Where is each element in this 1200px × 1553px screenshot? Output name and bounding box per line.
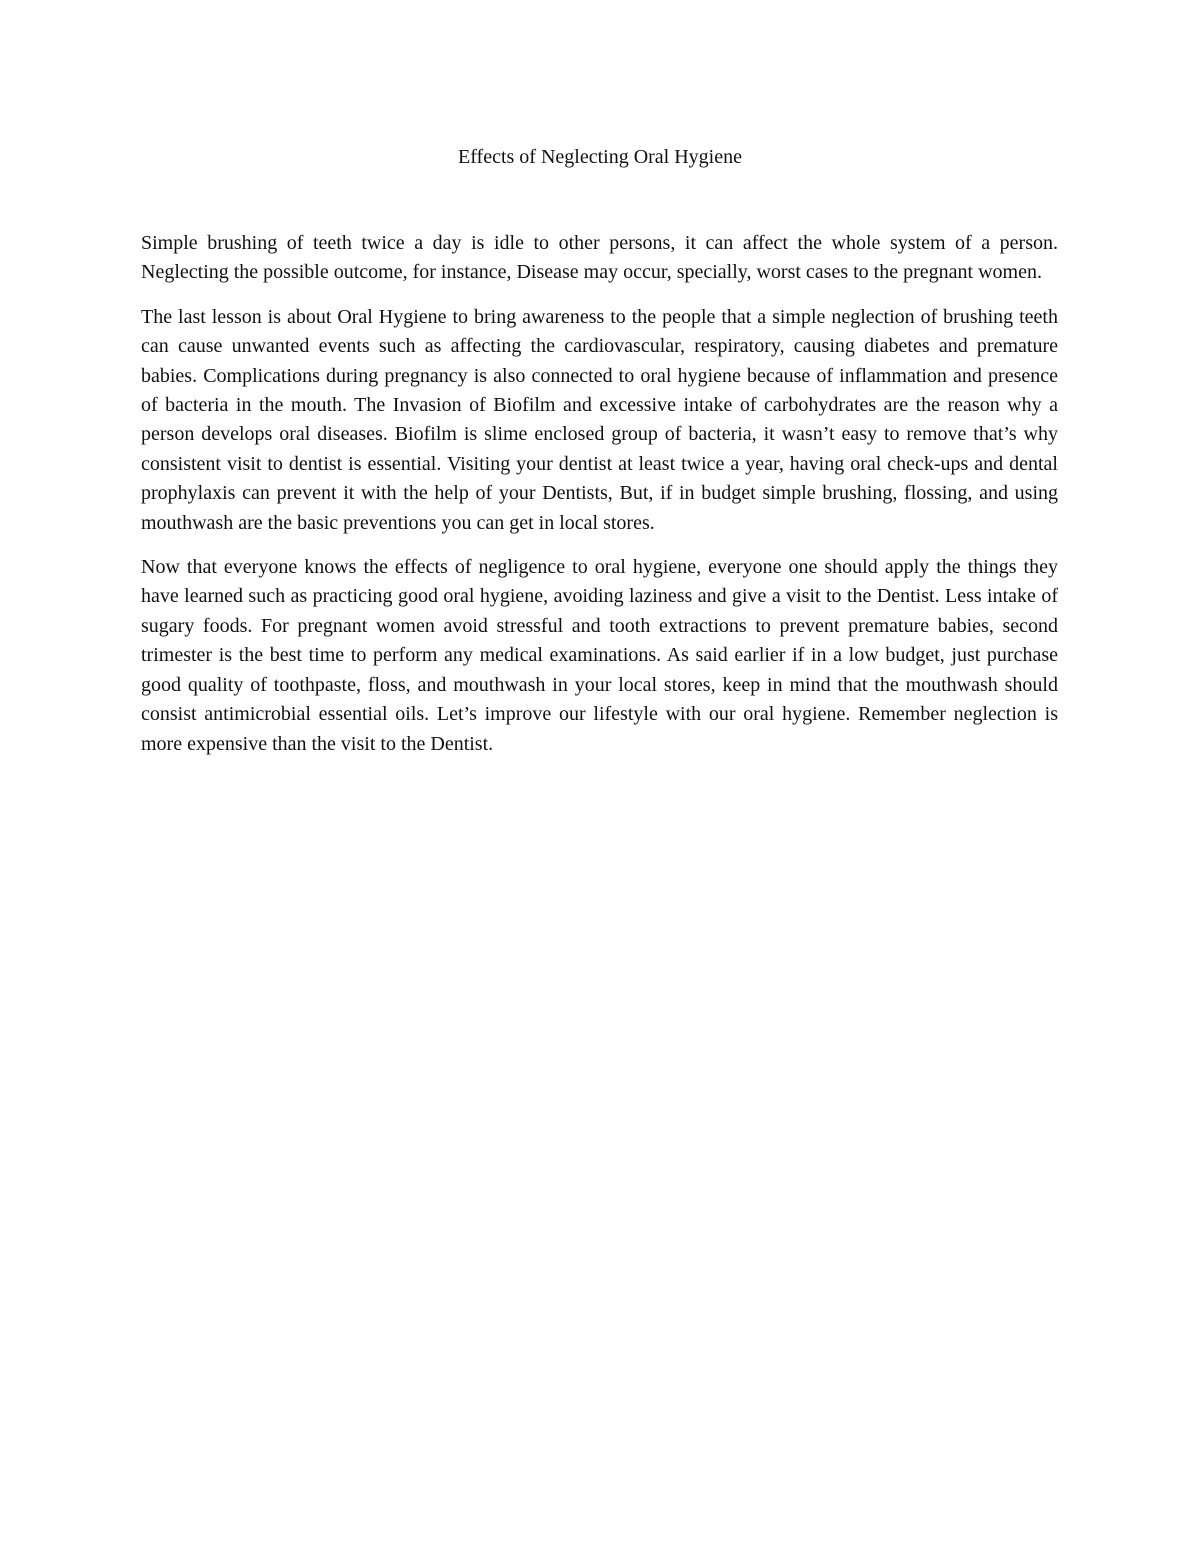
document-title: Effects of Neglecting Oral Hygiene	[458, 146, 742, 168]
paragraph-3: Now that everyone knows the effects of negligence to oral hygiene, everyone one should apply the things they have learned such as practicing good oral hygiene, avoiding laziness and give a visit to the Dentist. Less intake of sugary foods. For pregnant women avoid stressful and tooth extractions to prevent premature babies, second trimester is the best time to perform any medical examinations. As said earlier if in a low budget, just purchase good quality of toothpaste, floss, and mouthwash in your local stores, keep in mind that the mouthwash should consist antimicrobial essential oils. Let’s improve our lifestyle with our oral hygiene. Remember neglection is more expensive than the visit to the Dentist.	[141, 556, 1058, 755]
paragraph-2: The last lesson is about Oral Hygiene to bring awareness to the people that a simple neglection of brushing teeth can cause unwanted events such as affecting the cardiovascular, respiratory, causing diabetes and premature babies. Complications during pregnancy is also connected to oral hygiene because of inflammation and presence of bacteria in the mouth. The Invasion of Biofilm and excessive intake of carbohydrates are the reason why a person develops oral diseases. Biofilm is slime enclosed group of bacteria, it wasn’t easy to remove that’s why consistent visit to dentist is essential. Visiting your dentist at least twice a year, having oral check-ups and dental prophylaxis can prevent it with the help of your Dentists, But, if in budget simple brushing, flossing, and using mouthwash are the basic preventions you can get in local stores.	[141, 305, 1058, 534]
paragraph-1: Simple brushing of teeth twice a day is idle to other persons, it can affect the whole system of a person. Neglecting the possible outcome, for instance, Disease may occur, specially, worst cases to the pregnant women.	[141, 232, 1058, 284]
document-body	[141, 229, 1058, 774]
